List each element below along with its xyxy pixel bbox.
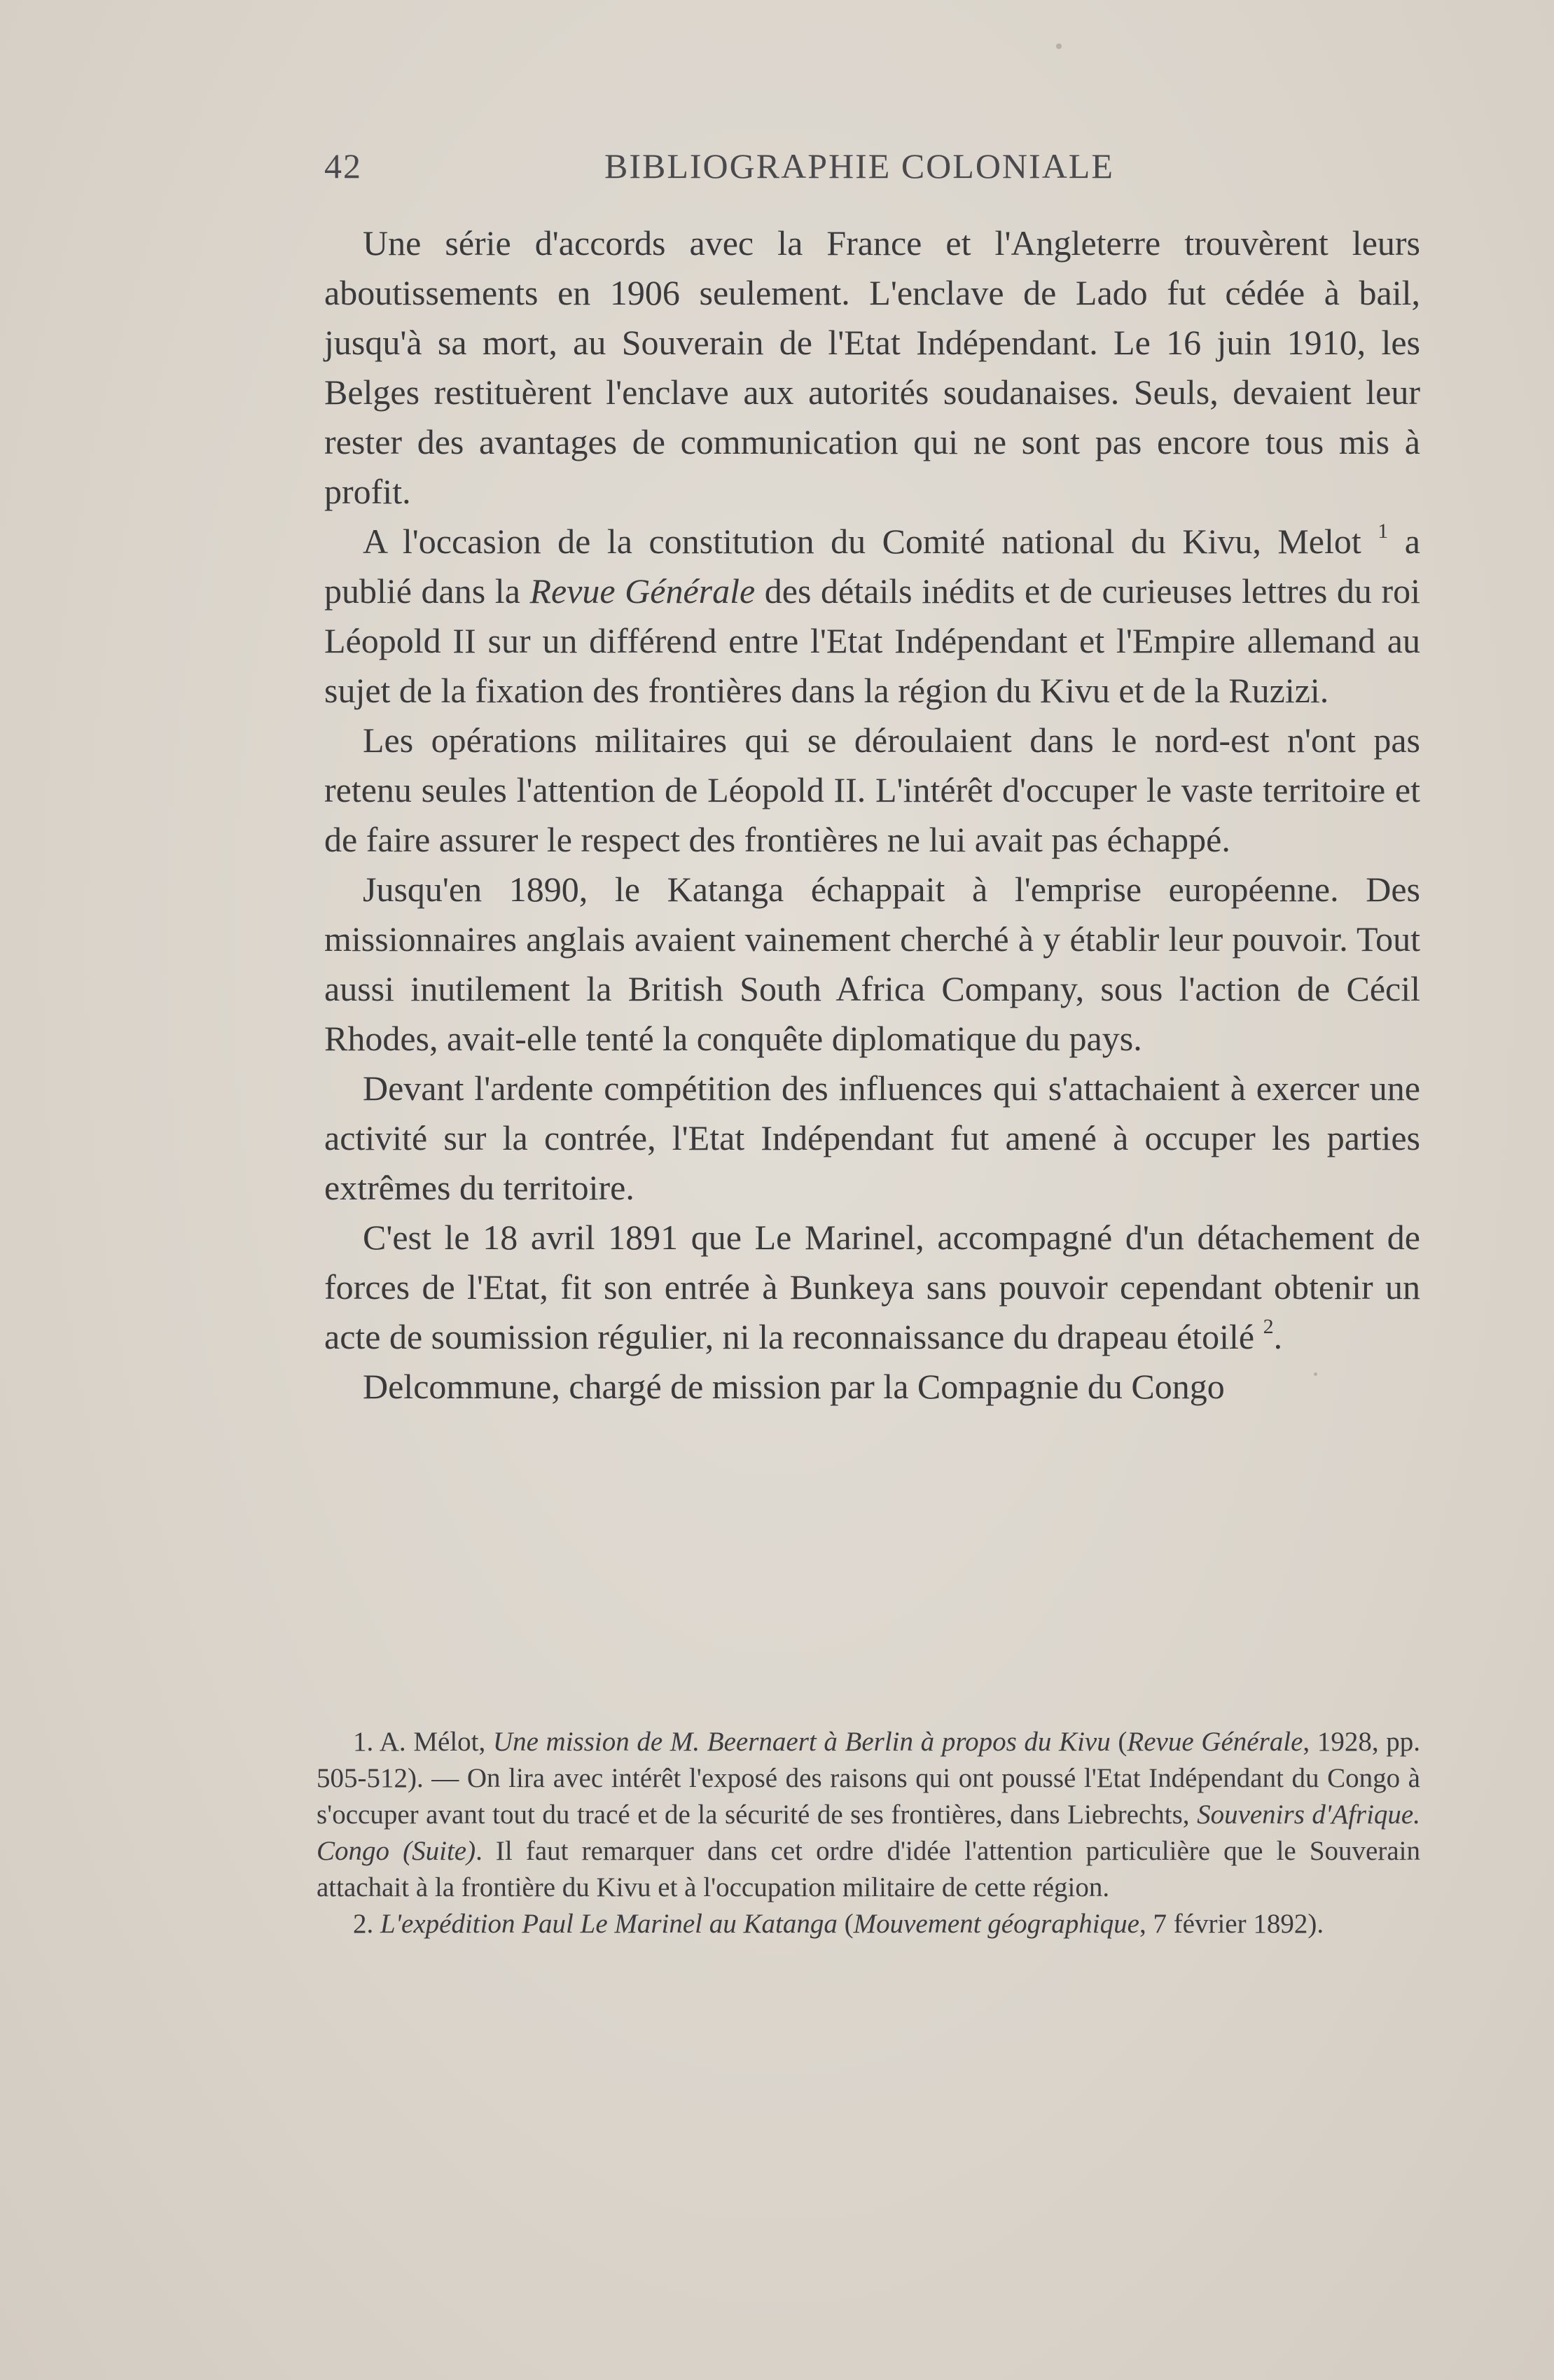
paper-speck [1056, 43, 1062, 49]
paragraph [324, 1213, 1420, 1362]
text-run: ( [837, 1909, 854, 1939]
paragraph [324, 517, 1420, 716]
footnote-ref: 1 [1378, 520, 1389, 543]
page-number: 42 [324, 146, 362, 186]
paragraph: Jusqu'en 1890, le Katanga échappait à l'emprise européenne. Des missionnaires anglais avaient vainement cherché à y établir leur pouvoir. Tout aussi inutilement la British South Africa Company, sous l'action de Cécil Rhodes, avait-elle tenté la conquête diplomatique du pays. [324, 870, 1420, 1058]
italic-title: Une mission de M. Beernaert à Berlin à propos du Kivu [492, 1727, 1111, 1757]
text-run: , 7 février 1892). [1139, 1909, 1324, 1939]
italic-journal: Revue Générale [1127, 1727, 1303, 1757]
paragraph: Devant l'ardente compétition des influences qui s'attachaient à exercer une activité sur la contrée, l'Etat Indépendant fut amené à occuper les parties extrêmes du territoire. [324, 1069, 1420, 1207]
paragraph: Une série d'accords avec la France et l'Angleterre trouvèrent leurs aboutissements en 1906 seulement. L'enclave de Lado fut cédée à bail, jusqu'à sa mort, au Souverain de l'Etat Indépendant. Le 16 juin 1910, les Belges restituèrent l'enclave aux autorités soudanaises. Seuls, devaient leur rester des avantages de communication qui ne sont pas encore tous mis à profit. [324, 223, 1420, 511]
body-text [324, 218, 1420, 1412]
italic-title: Revue Générale [529, 571, 756, 611]
text-run: 1. A. Mélot, [353, 1727, 493, 1757]
page-header [324, 146, 1420, 195]
text-run: 2. [353, 1909, 380, 1939]
paragraph: Les opérations militaires qui se déroulaient dans le nord-est n'ont pas retenu seules l'attention de Léopold II. L'intérêt d'occuper le vaste territoire et de faire assurer le respect des frontières ne lui avait pas échappé. [324, 721, 1420, 859]
text-run: a publié dans la [324, 522, 1420, 611]
text-run: . Il faut remarquer dans cet ordre d'idée l'attention particulière que le Souverain attachait à la frontière du Kivu et à l'occupation militaire de cette région. [317, 1836, 1420, 1902]
text-run: . [1273, 1317, 1283, 1356]
text-run: A l'occasion de la constitution du Comité national du Kivu, Melot [363, 522, 1378, 561]
text-run: , 1928, pp. 505-512). — On lira avec intérêt l'exposé des raisons qui ont poussé l'Etat Indépendant du Congo à s'occuper avant tout du tracé et de la sécurité de ses frontières, dans Liebrechts, [317, 1727, 1420, 1830]
footnote-1 [317, 1724, 1420, 1906]
footnote-2 [317, 1906, 1420, 1942]
text-run: ( [1110, 1727, 1128, 1757]
footnotes [317, 1724, 1420, 1942]
text-run: des détails inédits et de curieuses lettres du roi Léopold II sur un différend entre l'Etat Indépendant et l'Empire allemand au sujet de la fixation des frontières dans la région du Kivu et de la Ruzizi. [324, 571, 1421, 710]
italic-journal: Mouvement géographique [853, 1909, 1139, 1939]
paragraph: Delcommune, chargé de mission par la Compagnie du Congo [363, 1367, 1225, 1406]
italic-book: Souvenirs d'Afrique. Congo (Suite) [317, 1800, 1420, 1866]
italic-title: L'expédition Paul Le Marinel au Katanga [380, 1909, 838, 1939]
running-title: BIBLIOGRAPHIE COLONIALE [604, 146, 1114, 186]
text-run: C'est le 18 avril 1891 que Le Marinel, accompagné d'un détachement de forces de l'Etat, fit son entrée à Bunkeya sans pouvoir cependant obtenir un acte de soumission régulier, ni la reconnaissance du drapeau étoilé [324, 1218, 1420, 1356]
footnote-ref: 2 [1263, 1315, 1274, 1338]
